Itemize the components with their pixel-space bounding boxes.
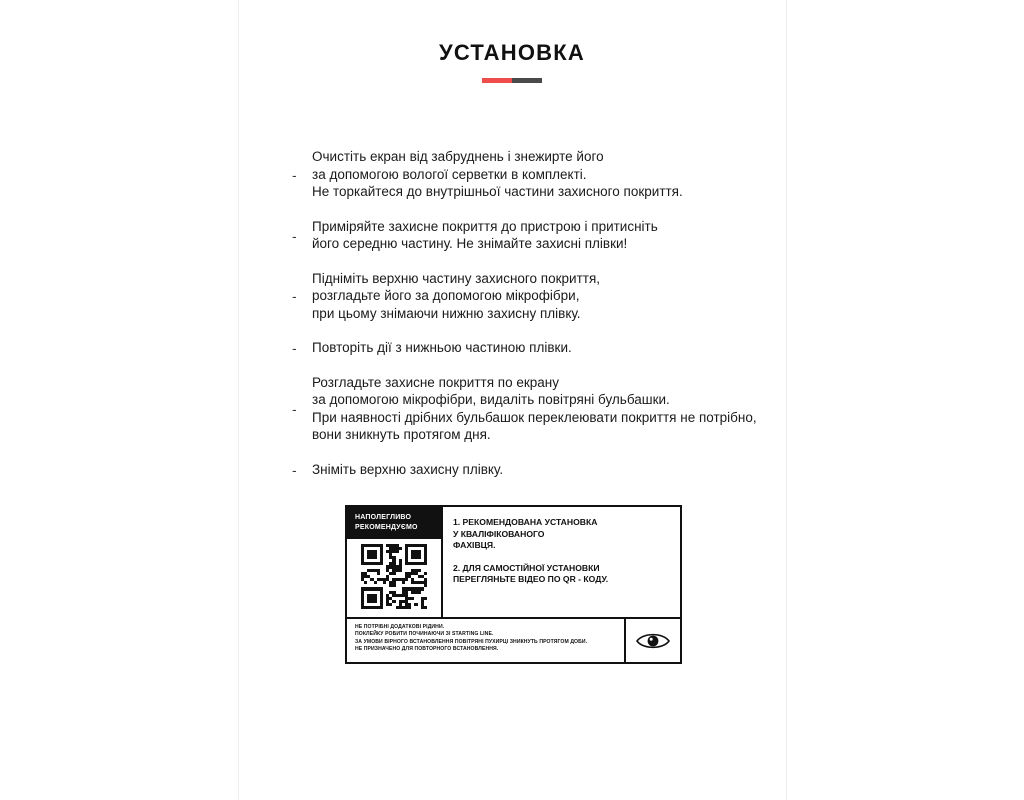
list-marker: - <box>292 166 297 183</box>
list-item-text <box>312 218 658 253</box>
text-line: ПЕРЕГЛЯНЬТЕ ВІДЕО ПО QR - КОДУ. <box>453 574 609 585</box>
list-item-text <box>312 339 572 357</box>
instruction-list <box>292 148 812 495</box>
page-title: УСТАНОВКА <box>439 40 585 65</box>
text-line: При наявності дрібних бульбашок переклеювати покриття не потрібно, <box>312 409 757 425</box>
text-line: НЕ ПРИЗНАЧЕНО ДЛЯ ПОВТОРНОГО ВСТАНОВЛЕННЯ. <box>355 646 499 653</box>
list-item-text <box>312 148 683 201</box>
sheet-left-edge <box>238 0 239 800</box>
text-line: Зніміть верхню захисну плівку. <box>312 461 504 477</box>
text-line: при цьому знімаючи нижню захисну плівку. <box>312 305 581 321</box>
divider-dark-segment <box>512 78 542 83</box>
list-marker: - <box>292 340 297 357</box>
text-line: Приміряйте захисне покриття до пристрою і притисніть <box>312 218 658 234</box>
text-line: Повторіть дії з нижньою частиною плівки. <box>312 340 572 355</box>
eye-icon <box>636 631 670 651</box>
list-marker: - <box>292 401 297 417</box>
text-line: розгладьте його за допомогою мікрофібри, <box>312 288 580 303</box>
list-item-text <box>312 270 600 323</box>
text-line: ФАХІВЦЯ. <box>453 540 496 551</box>
text-line: Розгладьте захисне покриття по екрану <box>312 374 559 390</box>
list-item <box>292 148 812 201</box>
list-item <box>292 374 812 444</box>
text-line: його середню частину. Не знімайте захисні плівки! <box>312 236 628 251</box>
recommendation-label <box>345 505 682 664</box>
divider-red-segment <box>482 78 512 83</box>
label-fineprint <box>347 619 624 662</box>
text-line: Не торкайтеся до внутрішньої частини захисного покриття. <box>312 184 683 199</box>
label-point-2 <box>453 563 672 586</box>
text-line: Очистіть екран від забруднень і знежирте його <box>312 149 604 164</box>
text-line: за допомогою мікрофібри, видаліть повітряні бульбашки. <box>312 392 670 407</box>
label-bottom-section <box>347 619 680 662</box>
eye-icon-box <box>624 619 680 662</box>
text-line: ЗА УМОВИ ВІРНОГО ВСТАНОВЛЕННЯ ПОВІТРЯНІ ПУХИРЦІ ЗНИКНУТЬ ПРОТЯГОМ ДОБИ. <box>355 638 588 645</box>
list-item-text <box>312 461 503 479</box>
text-line: Підніміть верхню частину захисного покриття, <box>312 270 601 286</box>
list-item <box>292 461 812 479</box>
text-line: 2. ДЛЯ САМОСТІЙНОЇ УСТАНОВКИ <box>453 562 600 573</box>
text-line: 1. РЕКОМЕНДОВАНА УСТАНОВКА <box>453 517 598 527</box>
label-top-section <box>347 507 680 619</box>
list-marker: - <box>292 288 297 305</box>
list-item <box>292 339 812 357</box>
list-item <box>292 270 812 323</box>
badge-line-2: РЕКОМЕНДУЄМО <box>355 524 418 531</box>
text-line: вони зникнуть протягом дня. <box>312 427 491 442</box>
label-point-1 <box>453 517 672 552</box>
label-text-column <box>443 507 680 617</box>
qr-wrapper <box>347 539 441 617</box>
badge-line-1: НАПОЛЕГЛИВО <box>355 514 412 521</box>
text-line: за допомогою вологої серветки в комплекті. <box>312 166 587 182</box>
text-line: ПОКЛЕЙКУ РОБИТИ ПОЧИНАЮЧИ ЗІ STARTING LINE. <box>355 631 494 638</box>
list-marker: - <box>292 461 297 478</box>
text-line: У КВАЛІФІКОВАНОГО <box>453 528 545 539</box>
title-divider <box>482 78 542 83</box>
list-item <box>292 218 812 253</box>
status-badge <box>347 507 441 539</box>
list-marker: - <box>292 227 297 244</box>
text-line: НЕ ПОТРІБНІ ДОДАТКОВІ РІДИНИ. <box>355 624 445 630</box>
label-qr-column <box>347 507 443 617</box>
list-item-text <box>312 374 757 444</box>
qr-code-icon <box>361 544 427 610</box>
